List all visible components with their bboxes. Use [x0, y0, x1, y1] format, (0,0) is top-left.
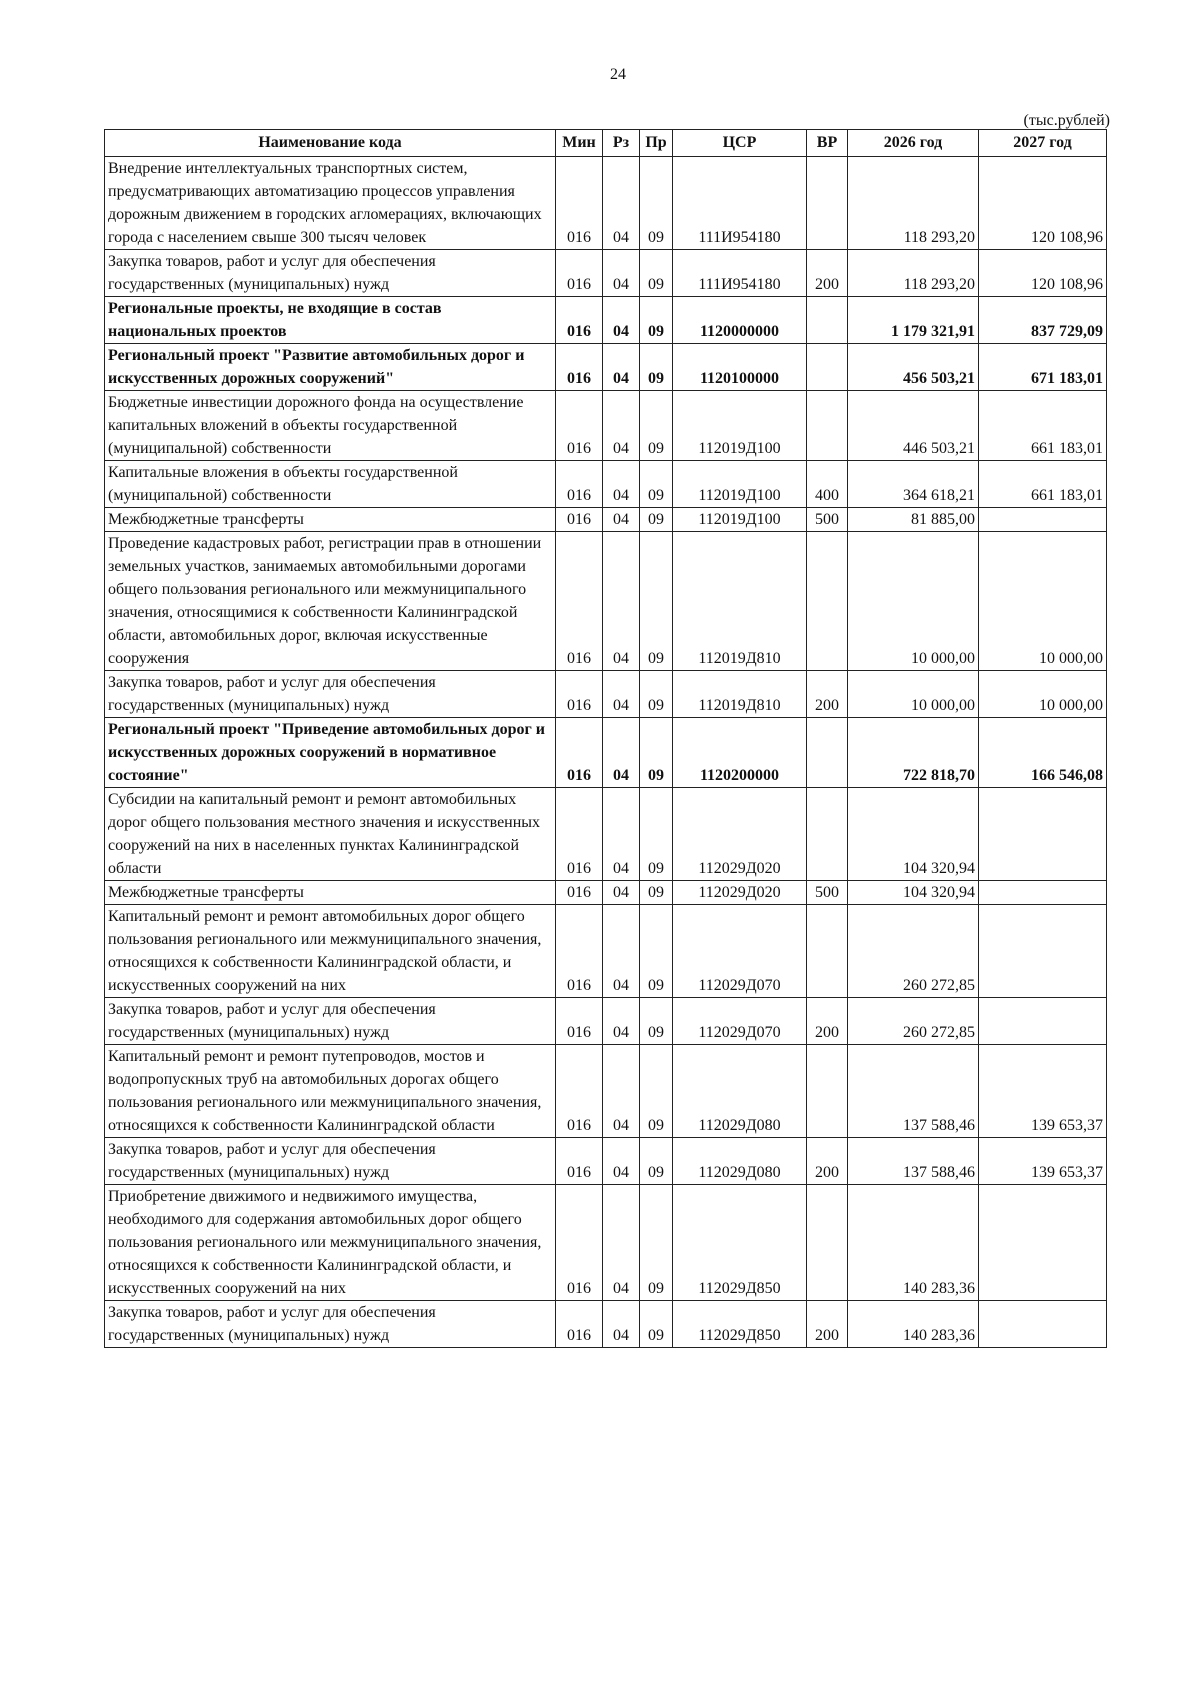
cell-2027	[979, 998, 1107, 1045]
cell-rz: 04	[603, 881, 640, 905]
table-row	[105, 905, 1107, 998]
cell-2027: 139 653,37	[979, 1138, 1107, 1185]
cell-min: 016	[556, 1185, 603, 1301]
header-csr: ЦСР	[673, 130, 807, 157]
table-row	[105, 788, 1107, 881]
cell-vr	[807, 391, 848, 461]
cell-name: Закупка товаров, работ и услуг для обеспечения государственных (муниципальных) нужд	[105, 1138, 556, 1185]
cell-min: 016	[556, 998, 603, 1045]
cell-csr: 112019Д810	[673, 532, 807, 671]
units-label: (тыс.рублей)	[1023, 112, 1110, 129]
header-rz: Рз	[603, 130, 640, 157]
cell-csr: 112029Д850	[673, 1301, 807, 1348]
cell-rz: 04	[603, 344, 640, 391]
cell-name: Капитальные вложения в объекты государственной (муниципальной) собственности	[105, 461, 556, 508]
cell-2026: 140 283,36	[848, 1301, 979, 1348]
table-row	[105, 1301, 1107, 1348]
cell-vr	[807, 718, 848, 788]
cell-2026: 104 320,94	[848, 881, 979, 905]
cell-2027: 837 729,09	[979, 297, 1107, 344]
cell-name: Внедрение интеллектуальных транспортных систем, предусматривающих автоматизацию процессов управления дорожным движением в городских агломерациях, включающих города с населением свыше 300 тысяч человек	[105, 157, 556, 250]
table-row	[105, 250, 1107, 297]
cell-vr: 500	[807, 881, 848, 905]
header-2026: 2026 год	[848, 130, 979, 157]
cell-csr: 112029Д080	[673, 1138, 807, 1185]
cell-2027: 10 000,00	[979, 532, 1107, 671]
header-min: Мин	[556, 130, 603, 157]
cell-rz: 04	[603, 461, 640, 508]
cell-csr: 1120100000	[673, 344, 807, 391]
cell-vr: 200	[807, 998, 848, 1045]
cell-csr: 112019Д100	[673, 461, 807, 508]
cell-2026: 10 000,00	[848, 671, 979, 718]
cell-vr	[807, 297, 848, 344]
cell-name: Межбюджетные трансферты	[105, 881, 556, 905]
cell-2026: 260 272,85	[848, 998, 979, 1045]
cell-min: 016	[556, 297, 603, 344]
cell-csr: 112029Д080	[673, 1045, 807, 1138]
cell-pr: 09	[640, 905, 673, 998]
cell-2026: 81 885,00	[848, 508, 979, 532]
cell-csr: 112029Д020	[673, 881, 807, 905]
cell-rz: 04	[603, 297, 640, 344]
cell-name: Региональный проект "Приведение автомобильных дорог и искусственных дорожных сооружений в нормативное состояние"	[105, 718, 556, 788]
cell-csr: 112029Д070	[673, 998, 807, 1045]
cell-rz: 04	[603, 1045, 640, 1138]
table-row	[105, 532, 1107, 671]
cell-pr: 09	[640, 1185, 673, 1301]
cell-name: Закупка товаров, работ и услуг для обеспечения государственных (муниципальных) нужд	[105, 671, 556, 718]
cell-name: Региональные проекты, не входящие в состав национальных проектов	[105, 297, 556, 344]
cell-2027: 671 183,01	[979, 344, 1107, 391]
cell-vr	[807, 788, 848, 881]
cell-pr: 09	[640, 718, 673, 788]
cell-2027	[979, 508, 1107, 532]
cell-vr: 200	[807, 1138, 848, 1185]
cell-2027	[979, 905, 1107, 998]
cell-csr: 112029Д070	[673, 905, 807, 998]
table-row	[105, 508, 1107, 532]
cell-rz: 04	[603, 718, 640, 788]
cell-2026: 137 588,46	[848, 1138, 979, 1185]
cell-min: 016	[556, 1045, 603, 1138]
cell-2027: 661 183,01	[979, 461, 1107, 508]
cell-2026: 260 272,85	[848, 905, 979, 998]
table-row	[105, 718, 1107, 788]
cell-min: 016	[556, 718, 603, 788]
cell-csr: 112019Д100	[673, 508, 807, 532]
cell-name: Субсидии на капитальный ремонт и ремонт автомобильных дорог общего пользования местного значения и искусственных сооружений на них в населенных пунктах Калининградской области	[105, 788, 556, 881]
cell-min: 016	[556, 1138, 603, 1185]
cell-pr: 09	[640, 461, 673, 508]
table-row	[105, 157, 1107, 250]
cell-2026: 722 818,70	[848, 718, 979, 788]
cell-rz: 04	[603, 1301, 640, 1348]
cell-vr: 400	[807, 461, 848, 508]
cell-name: Бюджетные инвестиции дорожного фонда на осуществление капитальных вложений в объекты государственной (муниципальной) собственности	[105, 391, 556, 461]
header-vr: ВР	[807, 130, 848, 157]
table-row	[105, 1185, 1107, 1301]
cell-csr: 111И954180	[673, 157, 807, 250]
cell-2027	[979, 881, 1107, 905]
cell-pr: 09	[640, 297, 673, 344]
cell-csr: 112019Д810	[673, 671, 807, 718]
cell-name: Приобретение движимого и недвижимого имущества, необходимого для содержания автомобильных дорог общего пользования регионального или межмуниципального значения, относящихся к собственности Калининградской области, и искусственных сооружений на них	[105, 1185, 556, 1301]
cell-rz: 04	[603, 250, 640, 297]
cell-pr: 09	[640, 250, 673, 297]
cell-2027: 166 546,08	[979, 718, 1107, 788]
cell-2026: 1 179 321,91	[848, 297, 979, 344]
cell-vr	[807, 157, 848, 250]
cell-2027	[979, 1185, 1107, 1301]
cell-rz: 04	[603, 905, 640, 998]
cell-min: 016	[556, 788, 603, 881]
cell-2026: 118 293,20	[848, 157, 979, 250]
table-row	[105, 344, 1107, 391]
cell-rz: 04	[603, 671, 640, 718]
cell-2027	[979, 788, 1107, 881]
cell-vr: 200	[807, 1301, 848, 1348]
cell-rz: 04	[603, 532, 640, 671]
cell-name: Закупка товаров, работ и услуг для обеспечения государственных (муниципальных) нужд	[105, 1301, 556, 1348]
cell-pr: 09	[640, 671, 673, 718]
cell-rz: 04	[603, 998, 640, 1045]
cell-2026: 137 588,46	[848, 1045, 979, 1138]
cell-min: 016	[556, 391, 603, 461]
header-pr: Пр	[640, 130, 673, 157]
cell-csr: 111И954180	[673, 250, 807, 297]
cell-name: Межбюджетные трансферты	[105, 508, 556, 532]
cell-min: 016	[556, 905, 603, 998]
cell-csr: 1120000000	[673, 297, 807, 344]
cell-min: 016	[556, 881, 603, 905]
cell-rz: 04	[603, 508, 640, 532]
cell-2027: 661 183,01	[979, 391, 1107, 461]
cell-2027: 120 108,96	[979, 250, 1107, 297]
cell-min: 016	[556, 461, 603, 508]
cell-pr: 09	[640, 998, 673, 1045]
cell-name: Капитальный ремонт и ремонт автомобильных дорог общего пользования регионального или межмуниципального значения, относящихся к собственности Калининградской области, и искусственных сооружений на них	[105, 905, 556, 998]
cell-name: Региональный проект "Развитие автомобильных дорог и искусственных дорожных сооружений"	[105, 344, 556, 391]
cell-rz: 04	[603, 788, 640, 881]
cell-vr: 200	[807, 250, 848, 297]
cell-csr: 1120200000	[673, 718, 807, 788]
cell-pr: 09	[640, 1301, 673, 1348]
cell-min: 016	[556, 1301, 603, 1348]
cell-pr: 09	[640, 508, 673, 532]
cell-vr	[807, 905, 848, 998]
cell-pr: 09	[640, 1045, 673, 1138]
cell-2027	[979, 1301, 1107, 1348]
page-number: 24	[610, 66, 626, 83]
cell-2027: 10 000,00	[979, 671, 1107, 718]
table-body	[105, 157, 1107, 1348]
cell-rz: 04	[603, 391, 640, 461]
cell-min: 016	[556, 508, 603, 532]
table-row	[105, 1138, 1107, 1185]
table-row	[105, 297, 1107, 344]
header-name: Наименование кода	[105, 130, 556, 157]
cell-pr: 09	[640, 532, 673, 671]
cell-2026: 446 503,21	[848, 391, 979, 461]
cell-pr: 09	[640, 391, 673, 461]
cell-rz: 04	[603, 1138, 640, 1185]
cell-rz: 04	[603, 157, 640, 250]
cell-vr	[807, 1185, 848, 1301]
cell-name: Проведение кадастровых работ, регистрации прав в отношении земельных участков, занимаемых автомобильными дорогами общего пользования регионального или межмуниципального значения, относящимися к собственности Калининградской области, автомобильных дорог, включая искусственные сооружения	[105, 532, 556, 671]
cell-pr: 09	[640, 157, 673, 250]
cell-2026: 364 618,21	[848, 461, 979, 508]
cell-vr	[807, 532, 848, 671]
cell-csr: 112029Д020	[673, 788, 807, 881]
table-header-row	[105, 130, 1107, 157]
cell-2027: 139 653,37	[979, 1045, 1107, 1138]
cell-2026: 456 503,21	[848, 344, 979, 391]
cell-min: 016	[556, 250, 603, 297]
cell-pr: 09	[640, 788, 673, 881]
cell-2026: 118 293,20	[848, 250, 979, 297]
table-row	[105, 998, 1107, 1045]
cell-pr: 09	[640, 1138, 673, 1185]
cell-name: Закупка товаров, работ и услуг для обеспечения государственных (муниципальных) нужд	[105, 250, 556, 297]
cell-csr: 112019Д100	[673, 391, 807, 461]
table-row	[105, 461, 1107, 508]
cell-2027: 120 108,96	[979, 157, 1107, 250]
cell-vr: 500	[807, 508, 848, 532]
header-2027: 2027 год	[979, 130, 1107, 157]
cell-name: Капитальный ремонт и ремонт путепроводов, мостов и водопропускных труб на автомобильных дорогах общего пользования регионального или межмуниципального значения, относящихся к собственности Калининградской области	[105, 1045, 556, 1138]
cell-name: Закупка товаров, работ и услуг для обеспечения государственных (муниципальных) нужд	[105, 998, 556, 1045]
table-row	[105, 881, 1107, 905]
cell-2026: 140 283,36	[848, 1185, 979, 1301]
cell-vr	[807, 344, 848, 391]
cell-vr: 200	[807, 671, 848, 718]
cell-min: 016	[556, 671, 603, 718]
budget-table	[104, 129, 1107, 1348]
cell-rz: 04	[603, 1185, 640, 1301]
cell-pr: 09	[640, 881, 673, 905]
cell-pr: 09	[640, 344, 673, 391]
cell-min: 016	[556, 344, 603, 391]
cell-min: 016	[556, 532, 603, 671]
cell-2026: 104 320,94	[848, 788, 979, 881]
table-row	[105, 1045, 1107, 1138]
table-row	[105, 391, 1107, 461]
cell-csr: 112029Д850	[673, 1185, 807, 1301]
cell-vr	[807, 1045, 848, 1138]
cell-2026: 10 000,00	[848, 532, 979, 671]
cell-min: 016	[556, 157, 603, 250]
table-row	[105, 671, 1107, 718]
